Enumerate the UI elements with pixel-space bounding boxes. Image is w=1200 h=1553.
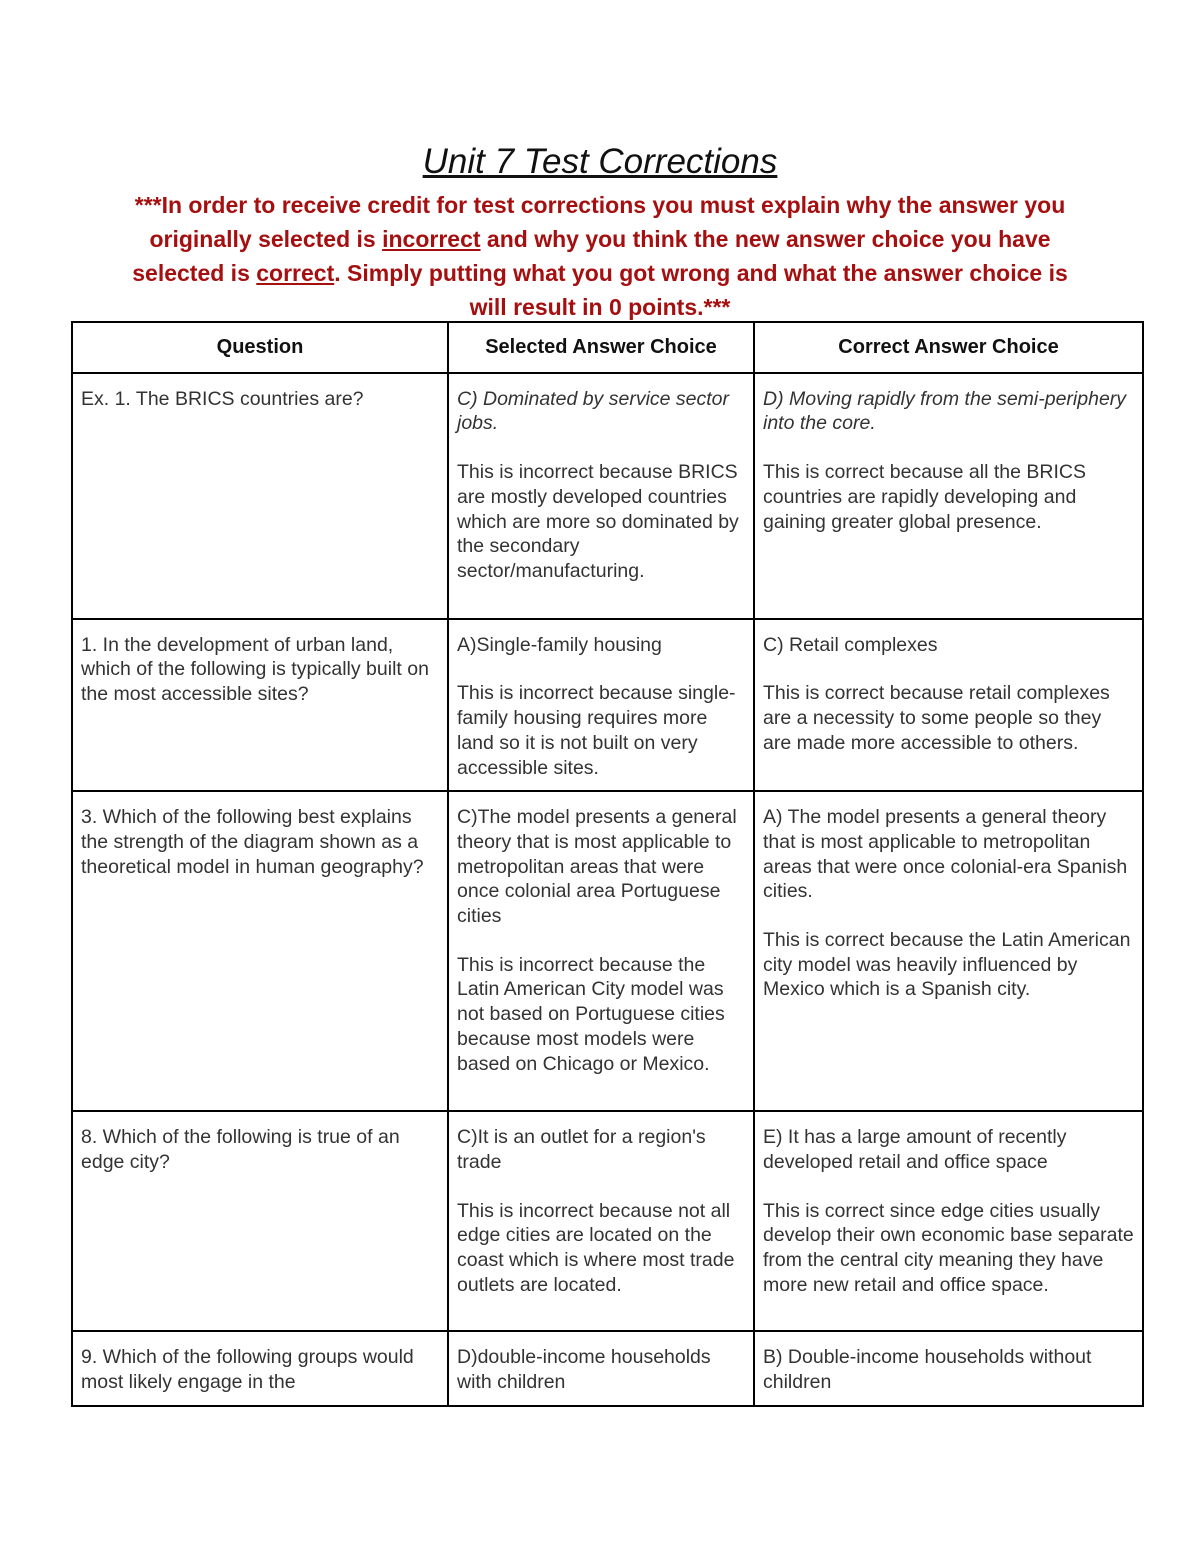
instructions-correct: correct [256,260,335,286]
question-cell [72,1111,448,1331]
selected-answer-text: C) Dominated by service sector jobs. [457,387,730,435]
correct-explanation: This is correct because the Latin American city model was heavily influenced by Mexico which is a Spanish city. [763,929,1131,1001]
selected-answer-cell [448,1111,754,1331]
corrections-table [71,321,1144,1407]
correct-answer-cell [754,1331,1143,1405]
header-correct-answer: Correct Answer Choice [754,322,1143,373]
selected-explanation: This is incorrect because not all edge cities are located on the coast which is where most trade outlets are located. [457,1199,735,1296]
correct-answer-text: A) The model presents a general theory that is most applicable to metropolitan areas that were once colonial-era Spanish cities. [763,806,1128,903]
selected-answer-cell [448,791,754,1111]
instructions-note [120,188,1080,324]
correct-answer-cell [754,373,1143,619]
correct-answer-cell [754,619,1143,792]
correct-explanation: This is correct because retail complexes are a necessity to some people so they are made more accessible to others. [763,682,1110,754]
question-text: 3. Which of the following best explains the strength of the diagram shown as a theoretical model in human geography? [81,806,424,878]
correct-answer-text: B) Double-income households without children [763,1346,1092,1393]
selected-answer-cell [448,619,754,792]
correct-answer-text: E) It has a large amount of recently developed retail and office space [763,1126,1067,1173]
selected-explanation: This is incorrect because single-family housing requires more land so it is not built on very accessible sites. [457,682,736,779]
correct-answer-cell [754,1111,1143,1331]
header-selected-answer: Selected Answer Choice [448,322,754,373]
question-text: 8. Which of the following is true of an edge city? [81,1126,400,1173]
selected-explanation: This is incorrect because BRICS are mostly developed countries which are more so dominated by the secondary sector/manufacturing. [457,461,739,582]
instructions-text-2: and why you think the new answer choice you have selected is [132,226,1051,286]
selected-answer-text: D)double-income households with children [457,1346,711,1393]
page-title: Unit 7 Test Corrections [422,142,778,181]
table-row [72,619,1143,792]
selected-explanation: This is incorrect because the Latin American City model was not based on Portuguese cities because most models were based on Chicago or Mexico. [457,953,725,1075]
question-cell [72,619,448,792]
correct-answer-cell [754,791,1143,1111]
selected-answer-cell [448,373,754,619]
selected-answer-text: A)Single-family housing [457,633,662,656]
selected-answer-cell [448,1331,754,1405]
question-text: Ex. 1. The BRICS countries are? [81,387,364,410]
instructions-incorrect: incorrect [382,226,481,252]
correct-explanation: This is correct because all the BRICS countries are rapidly developing and gaining greater global presence. [763,461,1086,533]
correct-answer-text: C) Retail complexes [763,633,938,656]
correct-answer-text: D) Moving rapidly from the semi-periphery into the core. [763,387,1127,435]
table-row [72,1331,1143,1405]
table-header-row [72,322,1143,373]
question-cell [72,1331,448,1405]
question-text: 1. In the development of urban land, which of the following is typically built on the most accessible sites? [81,633,429,706]
header-question: Question [72,322,448,373]
instructions-text-3: . Simply putting what you got wrong and what the answer choice is will result in 0 points.*** [334,260,1068,320]
correct-explanation: This is correct since edge cities usually develop their own economic base separate from the central city meaning they have more new retail and office space. [763,1199,1134,1296]
question-cell [72,373,448,619]
table-row [72,1111,1143,1331]
instructions-text-1: ***In order to receive credit for test corrections you must explain why the answer you originally selected is [134,192,1066,252]
question-cell [72,791,448,1111]
selected-answer-text: C)It is an outlet for a region's trade [457,1126,706,1173]
question-text: 9. Which of the following groups would most likely engage in the [81,1346,414,1393]
table-row [72,373,1143,619]
table-row [72,791,1143,1111]
selected-answer-text: C)The model presents a general theory that is most applicable to metropolitan areas that were once colonial area Portuguese cities [457,806,737,928]
